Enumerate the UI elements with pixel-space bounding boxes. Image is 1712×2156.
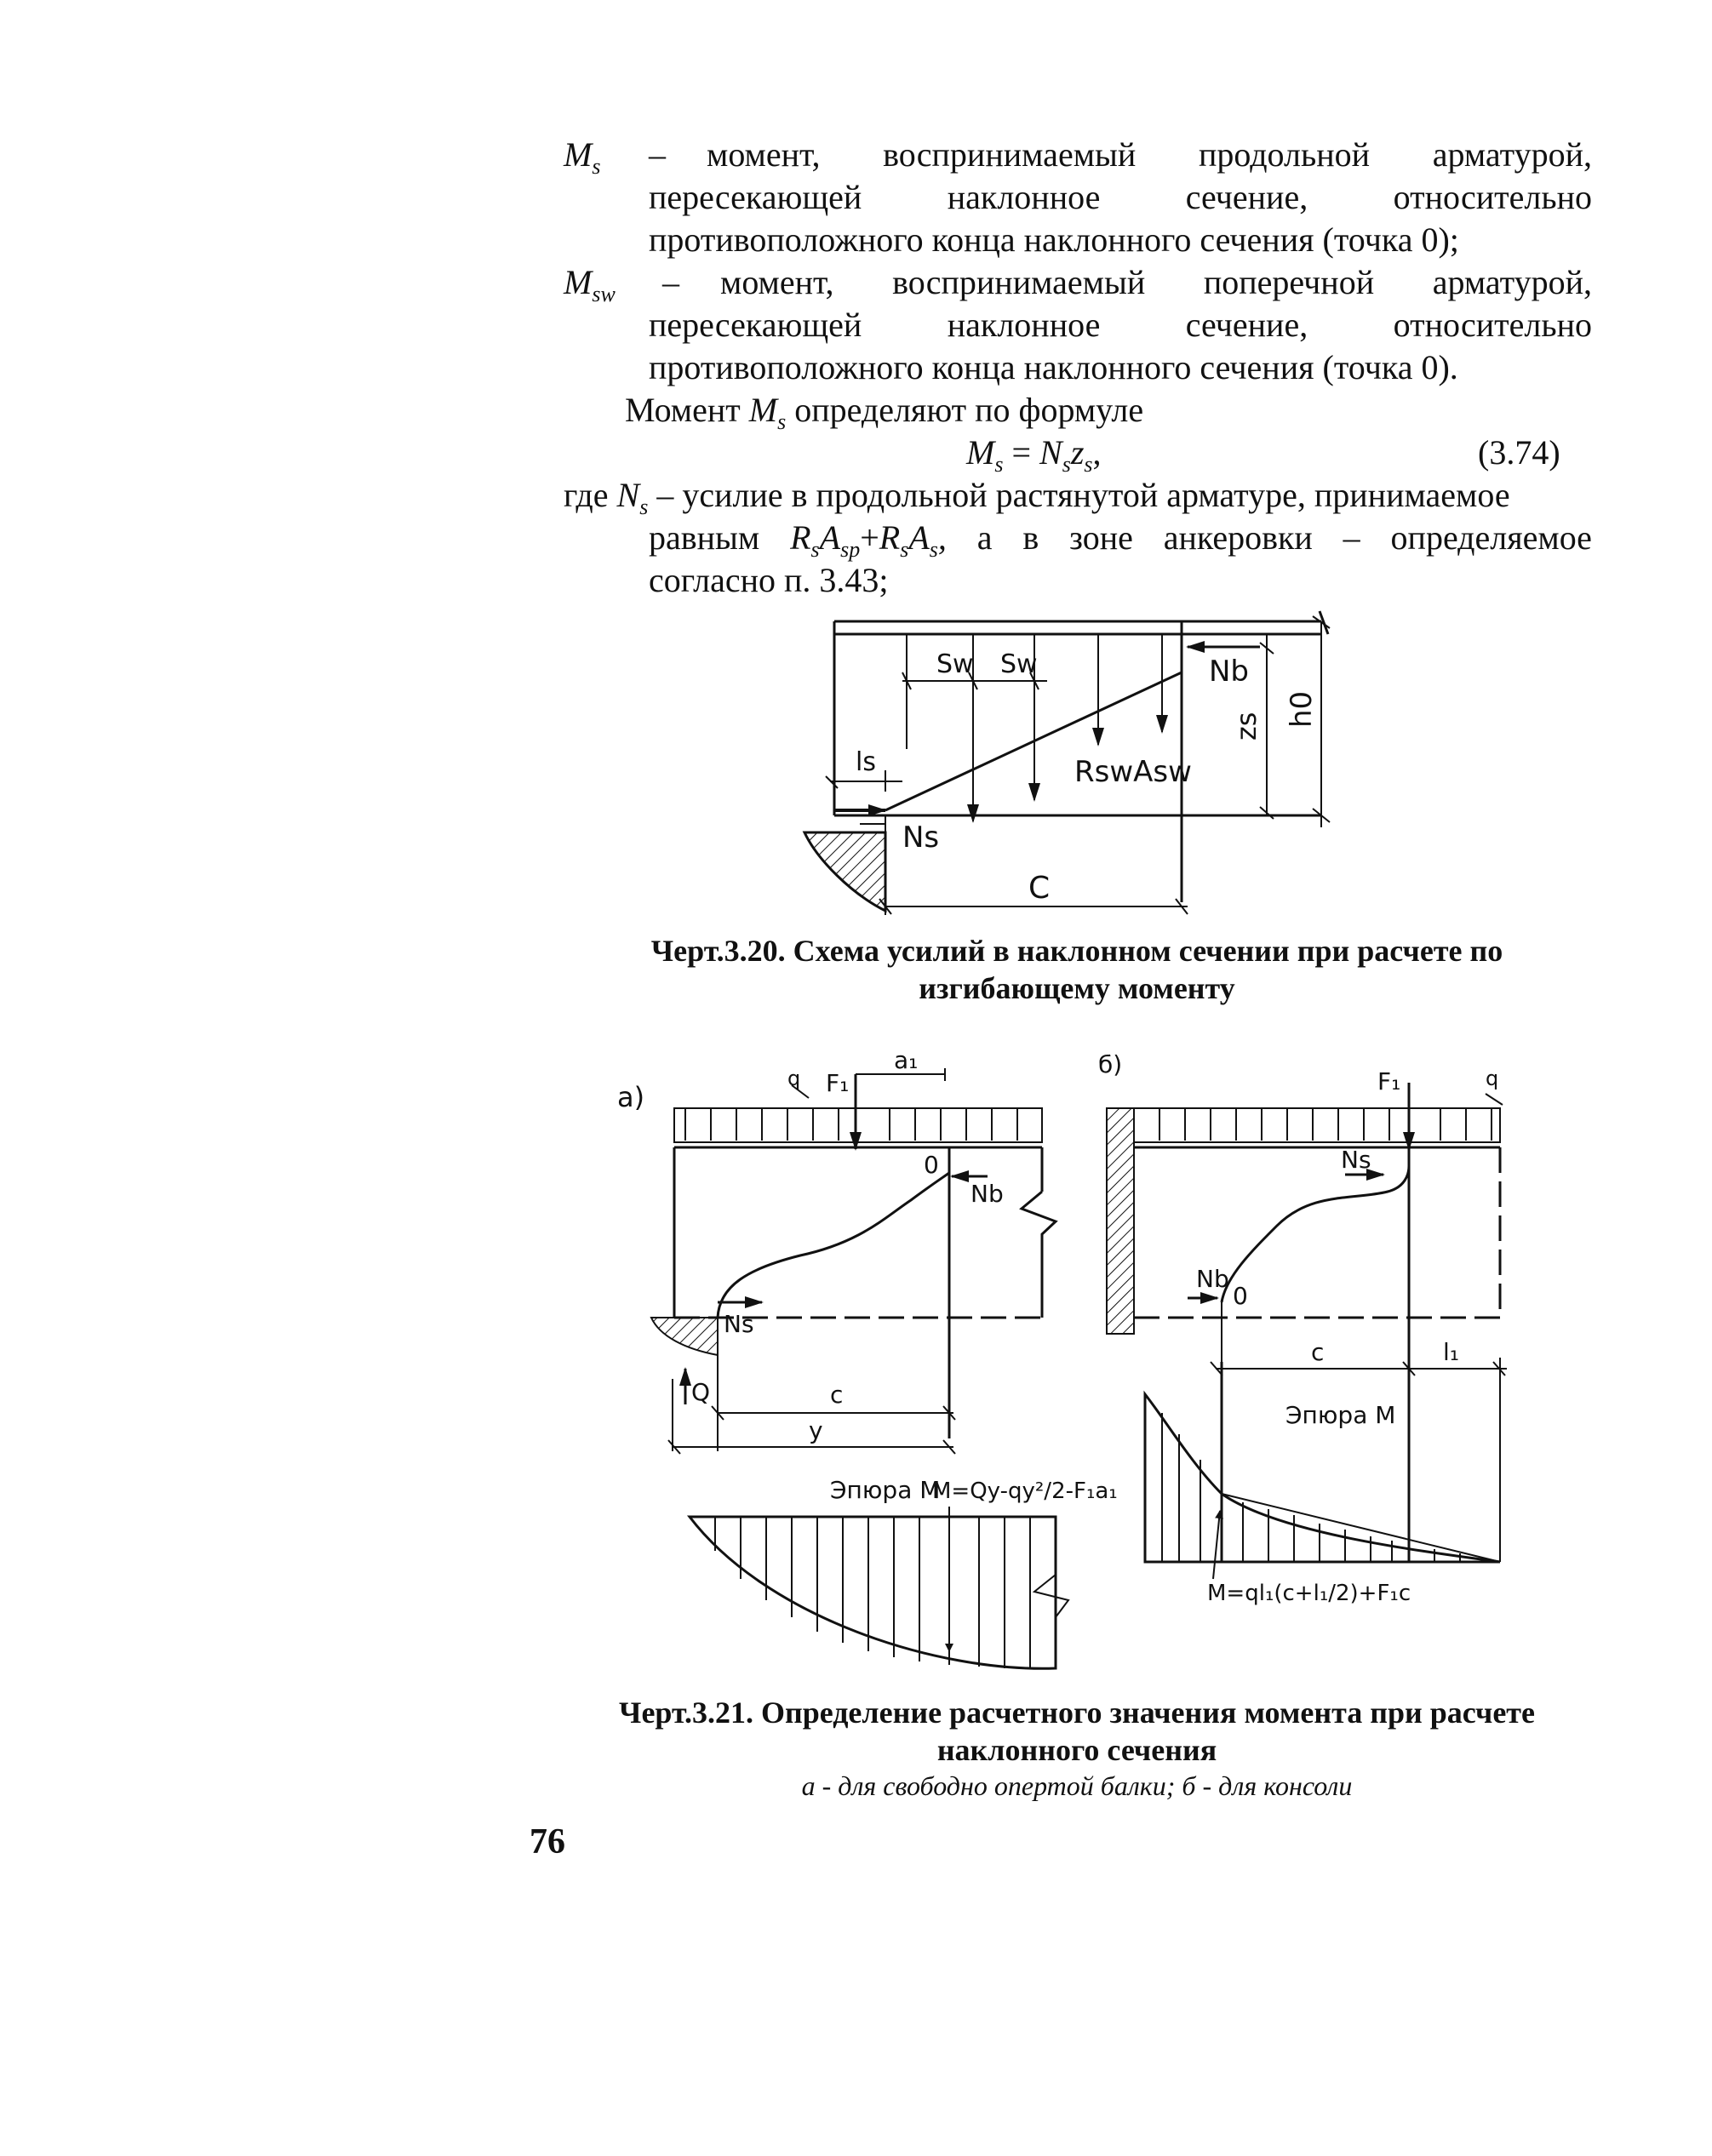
where-l2w8: определяемое (1390, 518, 1592, 557)
fig320-ns: Ns (902, 821, 940, 855)
fig320-zs: zs (1230, 712, 1263, 741)
where-line3: согласно п. 3.43; (649, 561, 889, 599)
def-msw-l2w1: пересекающей (649, 306, 862, 344)
def-ms-symbol-sub: s (592, 154, 601, 179)
def-ms-w3: продольной (1198, 135, 1371, 174)
where-prefix: где (564, 476, 609, 514)
fig321a-y: y (809, 1416, 823, 1444)
fig320-nb: Nb (1209, 655, 1250, 689)
formula-intro-before: Момент (625, 391, 741, 429)
formula-rhs1-sub: s (1062, 452, 1071, 477)
def-msw-l2w3: сечение, (1185, 306, 1308, 344)
formula-number: (3.74) (1478, 433, 1560, 472)
fig321b-tag: б) (1098, 1050, 1123, 1078)
where-line1-rest: – усилие в продольной растянутой арматуре, принимаемое (656, 476, 1510, 514)
figure-3-20-caption-line1: Черт.3.20. Схема усилий в наклонном сечении при расчете по (650, 934, 1503, 968)
def-ms-symbol-main: M (564, 135, 593, 174)
fig320-sw2: Sw (1000, 649, 1038, 679)
formula-rhs2: z (1070, 433, 1085, 472)
figure-3-21-caption-line2: наклонного сечения (936, 1733, 1217, 1767)
where-l2w1: равным (649, 518, 760, 557)
where-symbol-sub: s (639, 495, 649, 519)
def-msw-w2: воспринимаемый (892, 263, 1146, 301)
fig320-ls: ls (856, 747, 876, 777)
where-l2w4: в (1022, 518, 1039, 557)
wf-r2-sub: s (900, 537, 909, 562)
formula-intro-after: определяют по формуле (794, 391, 1144, 429)
def-ms-l2w4: относительно (1393, 178, 1592, 216)
formula-rhs1: N (1039, 433, 1062, 472)
def-msw-l2w4: относительно (1393, 306, 1592, 344)
figure-3-21-caption (528, 1694, 1626, 1769)
fig321a-c: c (830, 1381, 844, 1409)
figure-3-21-subcaption: а - для свободно опертой балки; б - для консоли (801, 1770, 1353, 1801)
where-l2-formula: $R_sA_{sp}+R_sA_s$, (790, 518, 947, 562)
def-ms-w2: воспринимаемый (883, 135, 1137, 174)
fig321a-epure: Эпюра М (830, 1476, 941, 1504)
def-msw-w4: арматурой, (1432, 263, 1592, 301)
wf-a1: A (819, 518, 841, 557)
fig321a-moment: M=Qy-qy²/2-F₁a₁ (932, 1478, 1118, 1504)
figure-3-21-caption-line1: Черт.3.21. Определение расчетного значения момента при расчете (619, 1696, 1535, 1730)
where-l2w6: анкеровки (1163, 518, 1313, 557)
wf-r1: R (790, 518, 811, 557)
def-msw-l2w2: наклонное (947, 306, 1101, 344)
where-symbol-main: N (616, 476, 640, 514)
fig321b-ns: Ns (1341, 1146, 1371, 1174)
def-msw-w3: поперечной (1203, 263, 1375, 301)
wf-r1-sub: s (810, 537, 820, 562)
fig321a-f1: F₁ (826, 1069, 850, 1097)
fig321b-epure: Эпюра М (1285, 1401, 1396, 1429)
fig321a-o: 0 (924, 1151, 939, 1179)
wf-plus: + (860, 518, 879, 557)
fig320-sw1: Sw (936, 649, 974, 679)
figure-3-20-caption-line2: изгибающему моменту (919, 971, 1235, 1005)
formula-trail: , (1092, 433, 1102, 472)
formula-rhs2-sub: s (1084, 452, 1093, 477)
fig320-h0: h0 (1285, 690, 1319, 728)
wf-a1-sub: sp (840, 537, 861, 562)
fig320-rswasw: RswAsw (1074, 755, 1192, 789)
wf-r2: R (879, 518, 901, 557)
fig321a-ns: Ns (724, 1310, 754, 1338)
def-ms-dash: – (649, 135, 666, 174)
fig321a-q: q (787, 1067, 801, 1090)
def-msw-w1: момент, (720, 263, 834, 301)
fig320-c: C (1028, 871, 1051, 906)
fig321a-nb: Nb (971, 1180, 1004, 1208)
def-msw-symbol-sub: sw (592, 282, 616, 306)
def-ms-l2w3: сечение, (1185, 178, 1308, 216)
def-msw-line3: противоположного конца наклонного сечения (точка 0). (649, 348, 1458, 386)
formula-equals: = (1011, 433, 1032, 472)
fig321b-c: c (1311, 1338, 1325, 1366)
fig321b-l1: l₁ (1443, 1338, 1460, 1366)
fig321b-f1: F₁ (1377, 1067, 1401, 1095)
def-ms-l2w2: наклонное (947, 178, 1101, 216)
fig321a-Q: Q (691, 1378, 711, 1406)
def-msw-symbol-main: M (564, 263, 593, 301)
where-l2w3: а (976, 518, 993, 557)
def-ms-w1: момент, (707, 135, 821, 174)
fig321b-o: 0 (1233, 1282, 1248, 1310)
formula-lhs: M (966, 433, 995, 472)
fig321a-tag: а) (617, 1081, 645, 1113)
formula-intro-symbol-main: M (748, 391, 778, 429)
formula-intro-symbol-sub: s (777, 409, 787, 434)
fig321b-q: q (1486, 1067, 1499, 1090)
def-msw-dash: – (662, 263, 679, 301)
def-ms-line3: противоположного конца наклонного сечения (точка 0); (649, 220, 1459, 259)
where-l2w7: – (1343, 518, 1360, 557)
def-ms-w4: арматурой, (1432, 135, 1592, 174)
def-ms-l2w1: пересекающей (649, 178, 862, 216)
wf-a2: A (908, 518, 930, 557)
formula-lhs-sub: s (994, 452, 1004, 477)
where-l2w5: зоне (1069, 518, 1133, 557)
fig321a-a1: a₁ (894, 1046, 919, 1074)
wf-a2-sub: s (929, 537, 938, 562)
fig321b-nb: Nb (1196, 1265, 1229, 1293)
page-number: 76 (530, 1822, 565, 1861)
fig321b-moment: M=ql₁(c+l₁/2)+F₁c (1207, 1581, 1411, 1606)
